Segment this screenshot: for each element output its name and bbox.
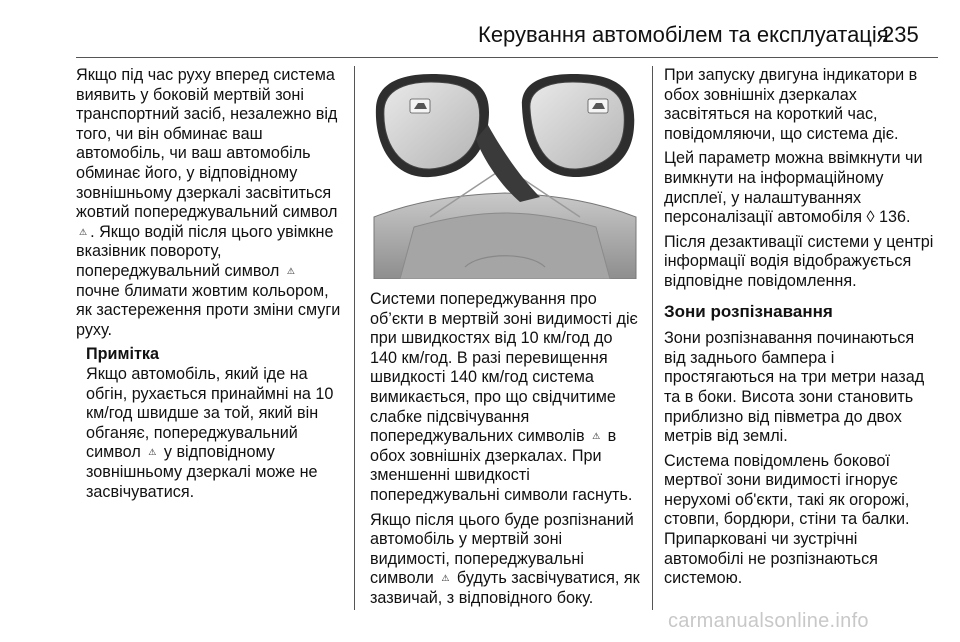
paragraph: Після дезактивації системи у центрі інформації водія відображується відповідне повідомлення.: [664, 232, 934, 290]
column-1: [76, 66, 346, 507]
paragraph: [370, 290, 642, 506]
car-warning-icon: ⚠: [592, 431, 601, 442]
car-warning-icon: ⚠: [79, 226, 88, 237]
text-run: Системи попереджування про об’єкти в мертвій зоні видимості діє при швидкостях від 10 км/год до 140 км/год. В разі перевищення швидкості 140 км/год система вимикається, про що свідчитиме слабке підсвічування попереджувальних символів: [370, 290, 638, 446]
text-run: Якщо автомобіль, який іде на обгін, рухається принаймні на 10 км/год швидше за той, який він обганяє, попереджувальний символ: [86, 365, 334, 462]
paragraph: [76, 66, 346, 340]
paragraph: Система повідомлень бокової мертвої зони видимості ігнорує нерухомі об'єкти, такі як огорожі, стовпи, бордюри, стіни та балки. Припарковані чи зустрічні автомобілі не розпізнаються системою.: [664, 451, 910, 588]
note-title: Примітка: [86, 345, 159, 364]
text-run: почне блимати жовтим кольором, як застереження проти зміни смуги руху.: [76, 281, 341, 339]
text-run: в обох зовнішніх дзеркалах. При зменшенні швидкості попереджувальні символи гаснуть.: [370, 427, 633, 505]
text-run: будуть засвічуватися, як зазвичай, з відповідного боку.: [370, 569, 640, 608]
page-ref-link[interactable]: 136.: [879, 208, 911, 227]
header-rule: [76, 57, 938, 58]
section-heading: Зони розпізнавання: [664, 301, 833, 321]
text-run: Цей параметр можна ввімкнути чи вимкнути на інформаційному дисплеї, у налаштуваннях персоналізації автомобіля: [664, 149, 923, 227]
page-title: Керування автомобілем та експлуатація: [478, 22, 889, 47]
paragraph: [664, 149, 940, 227]
text-run: Якщо під час руху вперед система виявить у боковій мертвій зоні транспортний засіб, незалежно від того, чи він обминає ваш автомобіль, чи ваш автомобіль обминає його, у відповідному зовнішньому дзеркалі засвітиться жовтий попереджувальний символ: [76, 66, 338, 222]
paragraph: [370, 511, 642, 609]
watermark: carmanualsonline.info: [668, 610, 869, 632]
mirrors-figure: [370, 67, 640, 279]
paragraph: При запуску двигуна індикатори в обох зовнішніх дзеркалах засвітяться на короткий час, повідомляючи, що система діє.: [664, 66, 918, 143]
mirrors-illustration: [370, 67, 640, 279]
paragraph: Зони розпізнавання починаються від заднього бампера і простягаються на три метри назад та в боки. Висота зони становить приблизно від півметра до двох метрів від землі.: [664, 329, 925, 446]
column-divider-right: [652, 66, 653, 610]
text-run: . Якщо водій після цього увімкне вказівник повороту, попереджувальний символ: [76, 222, 334, 281]
text-run: Якщо після цього буде розпізнаний автомобіль у мертвій зоні видимості, попереджувальні символи: [370, 510, 634, 588]
note-text: [86, 365, 346, 502]
page-header: [0, 0, 960, 56]
column-divider-left: [354, 66, 355, 610]
column-3: [664, 66, 940, 594]
page-number: 235: [882, 22, 919, 47]
column-2: [370, 290, 642, 614]
car-warning-icon: ⚠: [441, 573, 450, 584]
note-block: [86, 345, 346, 502]
page-ref-arrow-icon: ◊: [866, 208, 875, 227]
car-warning-icon: ⚠: [148, 447, 157, 458]
car-warning-icon: ⚠: [286, 266, 295, 277]
text-run: у відповідному зовнішньому дзеркалі може не засвічуватися.: [86, 443, 318, 501]
